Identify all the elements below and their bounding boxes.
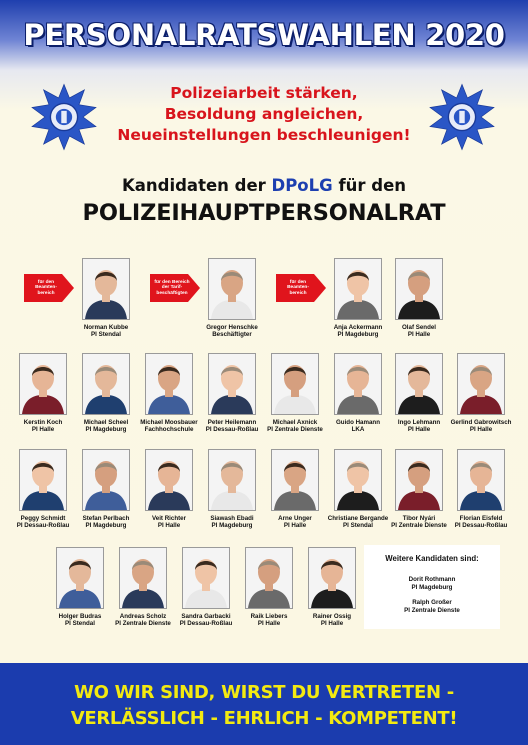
candidate-photo [145, 449, 193, 511]
candidate-card [325, 353, 391, 434]
candidate-photo [334, 353, 382, 415]
person-portrait-icon [309, 548, 355, 608]
poster-title: PERSONALRATSWAHLEN 2020 [23, 18, 505, 52]
person-portrait-icon [146, 354, 192, 414]
candidate-card [299, 547, 365, 628]
candidate-photo [182, 547, 230, 609]
candidate-card [173, 547, 239, 628]
council-title: POLIZEIHAUPTPERSONALRAT [82, 200, 446, 226]
candidate-name: Tibor Nyári [402, 515, 436, 522]
person-portrait-icon [209, 354, 255, 414]
candidate-name: Veit Richter [151, 515, 187, 522]
candidate-photo [119, 547, 167, 609]
candidate-name: Gerlind Gabrowitsch [450, 419, 512, 426]
candidate-name: Guido Hamann [335, 419, 380, 426]
candidate-unit: PI Halle [320, 620, 344, 628]
person-portrait-icon [335, 450, 381, 510]
candidate-photo [56, 547, 104, 609]
candidate-unit: PI Zentrale Dienste [115, 620, 171, 628]
candidate-unit: Beschäftigter [212, 331, 252, 339]
candidate-photo [245, 547, 293, 609]
candidate-name: Michael Axnick [272, 419, 318, 426]
candidate-unit: PI Halle [257, 620, 281, 628]
candidate-name: Michael Moosbauer [140, 419, 198, 426]
category-label: für den Beamten-bereich [287, 280, 309, 296]
footer-line: VERLÄSSLICH - EHRLICH - KOMPETENT! [70, 708, 458, 729]
further-candidate-name: Ralph Großer [412, 599, 452, 607]
person-portrait-icon [83, 354, 129, 414]
candidate-photo [145, 353, 193, 415]
candidate-photo [271, 353, 319, 415]
category-arrow-label [150, 274, 200, 302]
candidate-card [199, 258, 265, 339]
subtitle-prefix: Kandidaten der [121, 176, 272, 195]
candidate-name: Kerstin Koch [23, 419, 63, 426]
candidate-unit: PI Stendal [343, 522, 373, 530]
candidate-unit: PI Halle [157, 522, 181, 530]
person-portrait-icon [83, 259, 129, 319]
person-portrait-icon [458, 354, 504, 414]
further-candidate [364, 599, 500, 614]
slogan-line: Besoldung angleichen, [164, 105, 364, 123]
candidate-unit: LKA [351, 426, 365, 434]
person-portrait-icon [209, 450, 255, 510]
candidate-photo [208, 258, 256, 320]
candidate-photo [308, 547, 356, 609]
further-candidate [364, 576, 500, 591]
candidate-card [386, 449, 452, 530]
candidate-name: Peggy Schmidt [20, 515, 66, 522]
candidate-photo [19, 449, 67, 511]
candidate-card [73, 353, 139, 434]
candidate-name: Rainer Ossig [312, 613, 352, 620]
candidate-name: Stefan Perlbach [82, 515, 130, 522]
candidate-name: Sandra Garbacki [181, 613, 231, 620]
person-portrait-icon [20, 450, 66, 510]
person-portrait-icon [272, 450, 318, 510]
candidate-name: Siawash Ebadi [210, 515, 254, 522]
candidate-photo [271, 449, 319, 511]
person-portrait-icon [458, 450, 504, 510]
subtitle [0, 176, 528, 195]
candidate-unit: PI Stendal [65, 620, 95, 628]
candidate-card [199, 353, 265, 434]
person-portrait-icon [335, 259, 381, 319]
slogan-line: Neueinstellungen beschleunigen! [117, 126, 411, 144]
candidate-name: Ingo Lehmann [397, 419, 441, 426]
candidate-unit: PI Magdeburg [337, 331, 379, 339]
footer-banner [0, 663, 528, 745]
candidate-card [10, 449, 76, 530]
brand-name: DPoLG [271, 176, 333, 195]
person-portrait-icon [396, 259, 442, 319]
candidate-card [262, 449, 328, 530]
further-candidates-box [364, 545, 500, 629]
person-portrait-icon [335, 354, 381, 414]
candidate-photo [457, 353, 505, 415]
candidate-photo [82, 449, 130, 511]
candidate-unit: PI Dessau-Roßlau [16, 522, 70, 530]
person-portrait-icon [57, 548, 103, 608]
person-portrait-icon [20, 354, 66, 414]
candidate-photo [395, 449, 443, 511]
candidate-card [110, 547, 176, 628]
candidate-photo [208, 449, 256, 511]
candidate-photo [19, 353, 67, 415]
candidate-name: Michael Scheel [83, 419, 129, 426]
person-portrait-icon [246, 548, 292, 608]
candidate-card [10, 353, 76, 434]
candidate-unit: PI Dessau-Roßlau [179, 620, 233, 628]
candidate-name: Anja Ackermann [333, 324, 383, 331]
candidate-photo [395, 353, 443, 415]
subtitle-suffix: für den [332, 176, 407, 195]
candidate-photo [82, 353, 130, 415]
footer-line: WO WIR SIND, WIRST DU VERTRETEN - [74, 682, 454, 703]
candidate-card [386, 353, 452, 434]
candidate-card [136, 353, 202, 434]
candidate-photo [334, 258, 382, 320]
person-portrait-icon [396, 354, 442, 414]
candidate-photo [334, 449, 382, 511]
slogan [100, 83, 428, 146]
person-portrait-icon [83, 450, 129, 510]
candidate-name: Florian Eisfeld [459, 515, 503, 522]
candidate-unit: PI Zentrale Dienste [391, 522, 447, 530]
candidate-card [73, 258, 139, 339]
candidate-photo [82, 258, 130, 320]
further-candidates-heading: Weitere Kandidaten sind: [385, 554, 479, 563]
further-candidate-name: Dorit Rothmann [408, 576, 456, 583]
candidate-photo [457, 449, 505, 511]
candidate-unit: PI Halle [407, 426, 431, 434]
candidate-card [199, 449, 265, 530]
candidate-name: Christiane Bergande [327, 515, 389, 522]
candidate-card [236, 547, 302, 628]
candidate-card [448, 449, 514, 530]
candidate-unit: PI Halle [407, 331, 431, 339]
slogan-line: Polizeiarbeit stärken, [170, 84, 358, 102]
candidate-unit: PI Halle [31, 426, 55, 434]
person-portrait-icon [209, 259, 255, 319]
further-candidate-unit: PI Magdeburg [411, 583, 453, 591]
candidate-unit: PI Magdeburg [211, 522, 253, 530]
candidate-name: Andreas Scholz [119, 613, 167, 620]
candidate-name: Arne Unger [278, 515, 312, 522]
candidate-name: Olaf Sendel [401, 324, 437, 331]
candidate-unit: PI Magdeburg [85, 522, 127, 530]
candidate-card [262, 353, 328, 434]
person-portrait-icon [396, 450, 442, 510]
person-portrait-icon [120, 548, 166, 608]
candidate-card [448, 353, 514, 434]
candidate-card [73, 449, 139, 530]
candidate-card [47, 547, 113, 628]
candidate-unit: PI Dessau-Roßlau [454, 522, 508, 530]
category-label: für den Beamten-bereich [35, 280, 57, 296]
person-portrait-icon [146, 450, 192, 510]
candidate-name: Holger Budras [58, 613, 102, 620]
candidate-unit: PI Dessau-Roßlau [205, 426, 259, 434]
category-arrow-label [24, 274, 74, 302]
candidate-name: Norman Kubbe [83, 324, 129, 331]
candidate-photo [395, 258, 443, 320]
candidate-unit: PI Magdeburg [85, 426, 127, 434]
police-star-badge-icon [428, 83, 496, 151]
candidate-card [136, 449, 202, 530]
candidate-name: Gregor Henschke [206, 324, 258, 331]
candidate-photo [208, 353, 256, 415]
candidate-unit: PI Halle [283, 522, 307, 530]
candidate-card [386, 258, 452, 339]
candidate-card [325, 258, 391, 339]
candidate-unit: PI Stendal [91, 331, 121, 339]
candidate-name: Peter Heilemann [207, 419, 257, 426]
person-portrait-icon [272, 354, 318, 414]
candidate-name: Raik Liebers [250, 613, 288, 620]
candidate-unit: PI Zentrale Dienste [267, 426, 323, 434]
further-candidate-unit: PI Zentrale Dienste [404, 606, 460, 614]
police-star-badge-icon [30, 83, 98, 151]
candidate-unit: PI Halle [469, 426, 493, 434]
category-arrow-label [276, 274, 326, 302]
candidate-unit: Fachhochschule [144, 426, 194, 434]
candidate-card [325, 449, 391, 530]
category-label: für den Bereich der Tarif-beschäftigten [154, 280, 190, 296]
person-portrait-icon [183, 548, 229, 608]
